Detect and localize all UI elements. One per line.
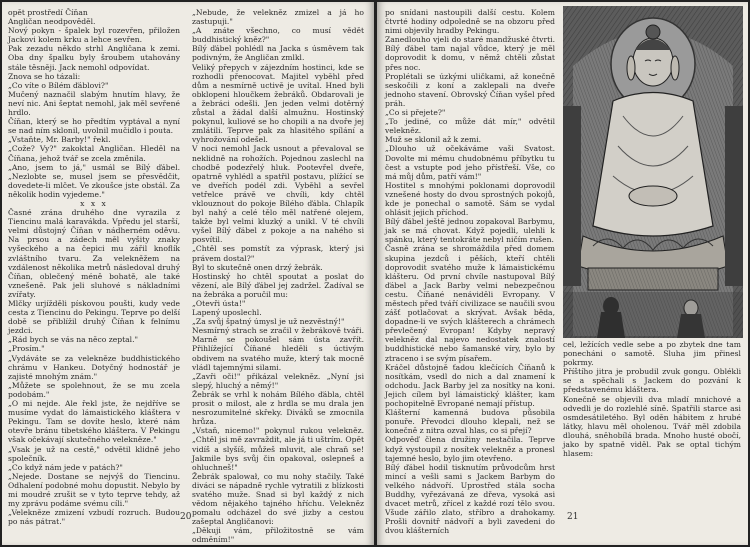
paragraph: „Zavři oči!" přikázal velekněz. „Nyní jsi slepý, hluchý a němý!" xyxy=(192,371,364,390)
paragraph: „Otevři ústa!" xyxy=(192,299,246,308)
paragraph: „Děkuji vám, přiložitostně se vám odměním!" xyxy=(192,526,364,545)
paragraph: Mučený naznačil slabým hnutím hlavy, že neví nic. Ani šeptat nemohl, jak měl sevřené hrdlo. xyxy=(8,89,180,118)
page-number-right: 21 xyxy=(567,512,579,522)
paragraph: Bílý ďábel hodil tisknutím průvodcům hrst mincí a vešli sami s Jackem Barbym do velkého nádvoří. Uprostřed stála socha Buddhy, vyřezávaná ze dřeva, vysoká asi dvacet metrů, zřícel z každé rozí tělo svou. Všude zářilo zlato, stříbro a drahokamy. Prošli dovnitř nádvoří a byli zavedeni do dvou klášterních xyxy=(385,462,555,536)
paragraph: „Rád bych se vás na něco zeptal." xyxy=(8,335,138,345)
paragraph: Klášterní kamenná budova působila ponuře. Převodci dlouho klepali, než se konečně z nitra ozval hlas, co si přejí? xyxy=(385,408,555,436)
paragraph: cel, ležících vedle sebe a po zbytek dne tam ponecháni o samotě. Sluha jim přinesl pokrmy. xyxy=(563,340,741,368)
paragraph: „Velekněze zmizení vzbudí rozruch. Budou po nás pátrat." xyxy=(8,508,180,527)
paragraph: „Prosím." xyxy=(8,344,45,354)
paragraph: Pak zezadu někdo strhl Angličana k zemi. Oba dny špalku byly šroubem utahovány stále těsněji. Jack nemohl odpovídat. xyxy=(8,44,180,72)
paragraph: Bílý ďábel ještě jednou zopakoval Barbymu, jak se má chovat. Když pojedli, ulehli k spánku, který tentokráte nebyl ničím rušen. xyxy=(385,217,555,245)
paragraph: „O mi nejde. Ale řekl jste, že nejdříve se musíme vydat do lámaistického kláštera v Pekingu. Tam se dovíte heslo, které nám otevře bránu tibetského kláštera. V Pekingu však očekávají skutečného velekněze." xyxy=(8,399,180,445)
left-page-column-1 xyxy=(8,8,180,527)
right-page-column-1 xyxy=(385,8,555,536)
paragraph: Proplétali se úzkými uličkami, až konečně seskočili z koní a zaklepali na dveře jednoho stavení. Obrovský Číňan vyšel před práh. xyxy=(385,71,555,108)
paragraph: „Cože? Vy?" zakoktal Angličan. Hleděl na Číňana, jehož tvář se zcela změnila. xyxy=(8,144,180,163)
paragraph: Znova se ho tázali: xyxy=(8,71,81,81)
paragraph: Hostitel s mnohými poklonami doprovodil vznešené hosty do dvou sprostných pokojů, kde je ponechal o samotě. Sám se vydal ohlásit jejich příchod. xyxy=(385,180,555,218)
paragraph: „Nebude, že velekněz zmizel a já ho zastupuji." xyxy=(192,8,364,27)
paragraph: „Co víte o Bílém ďáblovi?" xyxy=(8,80,109,90)
section-divider: x x x xyxy=(80,198,108,208)
left-page-column-2 xyxy=(192,8,364,545)
paragraph: Žebrák spalował, co mu nohy stačily. Také diváci se nápadně rychle vytratili z blízkosti svatého muže. Snad si byl každý z nich vědom nějakého tajného hříchu. Velekněz pomalu odcházel do své jizby a cestou zašeptal Angličanovi: xyxy=(192,471,364,527)
right-page xyxy=(377,2,748,545)
left-page xyxy=(2,2,374,545)
paragraph: Nesmírný strach se zračil v žebrákově tváři. Marně se pokoušel sám ústa zavřít. Přihlížející Číňané hleděli s úctivým obdivem na svatého muže, který tak mocně vládl tajemnými silami. xyxy=(192,326,364,372)
paragraph: Nový pokyn - špalek byl rozevřen, přiložen Jackovi kolem krku a lehce sevřen. xyxy=(8,26,180,45)
page-number-left: 20 xyxy=(180,512,192,522)
paragraph: Číňan, který se ho předtím vyptával a nyní se nad ním sklonil, uvolnil mučidlo i pouta. xyxy=(8,117,180,136)
paragraph: „To jediné, co může dát mír," odvětil velekněz. xyxy=(385,117,555,136)
paragraph: „Vstaňte, Mr. Barby!" řekl. xyxy=(8,135,111,145)
paragraph: Odpověď člena družiny nestačila. Teprve když vystoupil z nosítek velekněz a pronesl tajemné heslo, bylo jim otevřeno. xyxy=(385,435,555,463)
paragraph: Časné zrána druhého dne vyrazila z Tiencinu malá karavákda. Vpředu jel starší, velmi důstojný Číňan v nádherném oděvu. Na prsou a zádech měl vyšity znaky vyšeckého a na čepici mu zářil knoflík zvláštního tvaru. Za velekněžem na vzdálenost několika metrů následoval druhý Číňan, oblečený méně bohatě, ale také vznešeně. Pak jeli sluhové s nákladními zvířaty. xyxy=(8,208,180,299)
paragraph: „Nejede. Dostane se nejvýš do Tiencinu. Odhalení podobné mohu dopustit. Nebylo by mi moudré zrušit se v tyto teprve tehdy, až my zprávu podáme svému cíli." xyxy=(8,471,180,509)
paragraph: Bílý ďábel pohlédl na Jacka s úsměvem tak podivným, že Angličan zmlkl. xyxy=(192,44,364,63)
paragraph: „Co když nám jede v patách?" xyxy=(8,462,123,472)
buddha-statue-illustration xyxy=(563,6,743,338)
paragraph: „Vstaň, nicemo!" pokynul rukou velekněz. „Chtěl jsi mě zavraždit, ale já ti uštrím. Opět vidíš a slyšíš, můžeš mluvit, ale chraň se! Jakmile bys svůj čin opakoval, oslepneš a ohluchneš!" xyxy=(192,426,364,472)
paragraph: Zanedlouho vjeli do staré mandžuské čtvrti. Bílý ďábel tam najal vůdce, který je měl doprovodit k domu, v němž chtěli zůstat přes noc. xyxy=(385,35,555,72)
paragraph: Muž se sklonil až k zemi. xyxy=(385,135,482,145)
paragraph: „A znáte všechno, co musí vědět buddhistický kněz?" xyxy=(192,26,364,45)
paragraph: Časně zrána se shromáždila před domem skupina jezdců i pěších, kteří chtěli doprovodit svatého muže k lámaistickému klášteru. Od první chvíle nastupoval Bílý ďábel a Jack Barby velmi nebezpečnou cestu. Číňané nenáviděli Evropany. V městech před tváří civilizace se naučili svou zášť potlačovat a skrývat. Avšak běda, dopadne-li ve svých klášterech a chrámech převlečený Evropan! Kdyby nepravý velekněz dal najevo nedostatek znalostí buddhistické nebo šamanské víry, bylo by ztraceno i se svým písařem. xyxy=(385,244,555,363)
paragraph: „Za svůj špatný úmysl je už nezvěstný!" xyxy=(192,317,345,327)
paragraph: Hostinský ho chtěl spoutat a poslat do vězení, ale Bílý ďábel jej zadržel. Zadíval se na žebráka a poručil mu: xyxy=(192,271,364,299)
paragraph: Veliký přepych v zájezdním hostinci, kde se rozhodli přenocovat. Majitel vyběhl před dům a nesmírně uctivě je uvítal. Hned byli obklopeni hloučkem žebráků. Obdarovali je a žebráci odešli. Jen jeden velmi dotěrný zůstal a žádal další almužnu. Hostinský pokynul, kuliové se ho chopili a na dvoře jej zmlátili. Teprve pak za hlasitého spílání a vyhrožování odešel. xyxy=(192,62,364,145)
paragraph: Konečně se objevili dva mladí mnichové a odvedli je do rozlehlé síně. Spatřili starce asi osmdesátiletého. Byl oděn hábitem z hrubé látky, hlavu měl oholenou. Tvář měl zdobila dlouhá, sněhobílá brada. Mnoho husté obočí, jako by spatně viděl. Pak se optal tichým hlasem: xyxy=(563,394,741,459)
paragraph: po snídani nastoupili další cestu. Kolem čtvrté hodiny odpoledně se na obzoru před nimi objevily hradby Pekingu. xyxy=(385,8,555,36)
paragraph: Žebrák se vrhl k nohám Bílého ďábla, chtěl prosit o milost, ale z hrdla se mu drala jen nesrozumitelné skřeky. Diváků se zmocnila hrůza. xyxy=(192,389,364,427)
paragraph: Mlčky urjížděli pískovou poušti, kudy vede cesta z Tiencinu do Pekingu. Teprve po delší době se přiblížil druhý Číňan k felnímu jezdci. xyxy=(8,299,180,336)
paragraph: Byl to skutečně onen drzý žebrák. xyxy=(192,262,323,272)
paragraph: Kráčel důstojně ťadou klečících Číňanů k nosítkám, vsedl do nich a dal znamení k odchodu. Jack Barby jel za nosítky na koni. Jejich cílem byl lámaistický klášter, kam pochopitelně Evropané nemají přístup. xyxy=(385,362,555,409)
paragraph: V noci nemohl Jack usnout a převaloval se neklidně na rohožích. Pojednou zaslechl na chodbě podezřelý hluk. Pootevřel dveře, opatrně vyhlédl a spatřil postavu, plížící se ve dveřích podél zdi. Vyběhl a sevřel vetřelce právě ve chvíli, kdy chtěl vklouznout do pokoje Bílého ďábla. Chlapík byl nahý a celé tělo měl natřené olejem, takže byl velmi kluzký a unikl. V té chvíli vyšel Bílý ďábel z pokoje a na nahého si posvítil. xyxy=(192,144,364,245)
paragraph: Příštího jitra je probudil zvuk gongu. Oblékli se a spěchali s Jackem do pozvání k představenému kláštera. xyxy=(563,367,741,395)
paragraph: Lapený uposlechl. xyxy=(192,308,262,318)
paragraph: „Chtěl ses pomstít za výprask, který jsi právem dostal?" xyxy=(192,244,364,263)
paragraph: Angličan neodpověděl. xyxy=(8,17,96,27)
paragraph: opět prostředí Číňan xyxy=(8,8,88,17)
paragraph: „Můžete se spolehnout, že se mu zcela podobám." xyxy=(8,380,180,399)
paragraph: „Ano, jsem to já," usmál se Bílý ďábel. „Nezlobte se, musel jsem se přesvědčit, dovedete-li mlčet. Ve zkoušce jste obstál. Za několik hodin vyjedeme." xyxy=(8,162,180,199)
paragraph: „Co si přejete?" xyxy=(385,108,446,118)
paragraph: „Dlouho už očekáváme vaši Svatost. Dovolte mi mému chudobnému příbytku tu čest a vstupte pod jeho přístřeší. Vše, co má můj dům, patří vám!" xyxy=(385,144,555,181)
paragraph: „Vydáváte se za velekněze buddhistického chrámu v Hankeu. Dotyčný hodnostář je zajisté mnohým znám." xyxy=(8,353,180,381)
right-page-column-2 xyxy=(563,340,741,540)
paragraph: „Vsak je už na cestě," odvětil klidně jeho společník. xyxy=(8,444,180,463)
